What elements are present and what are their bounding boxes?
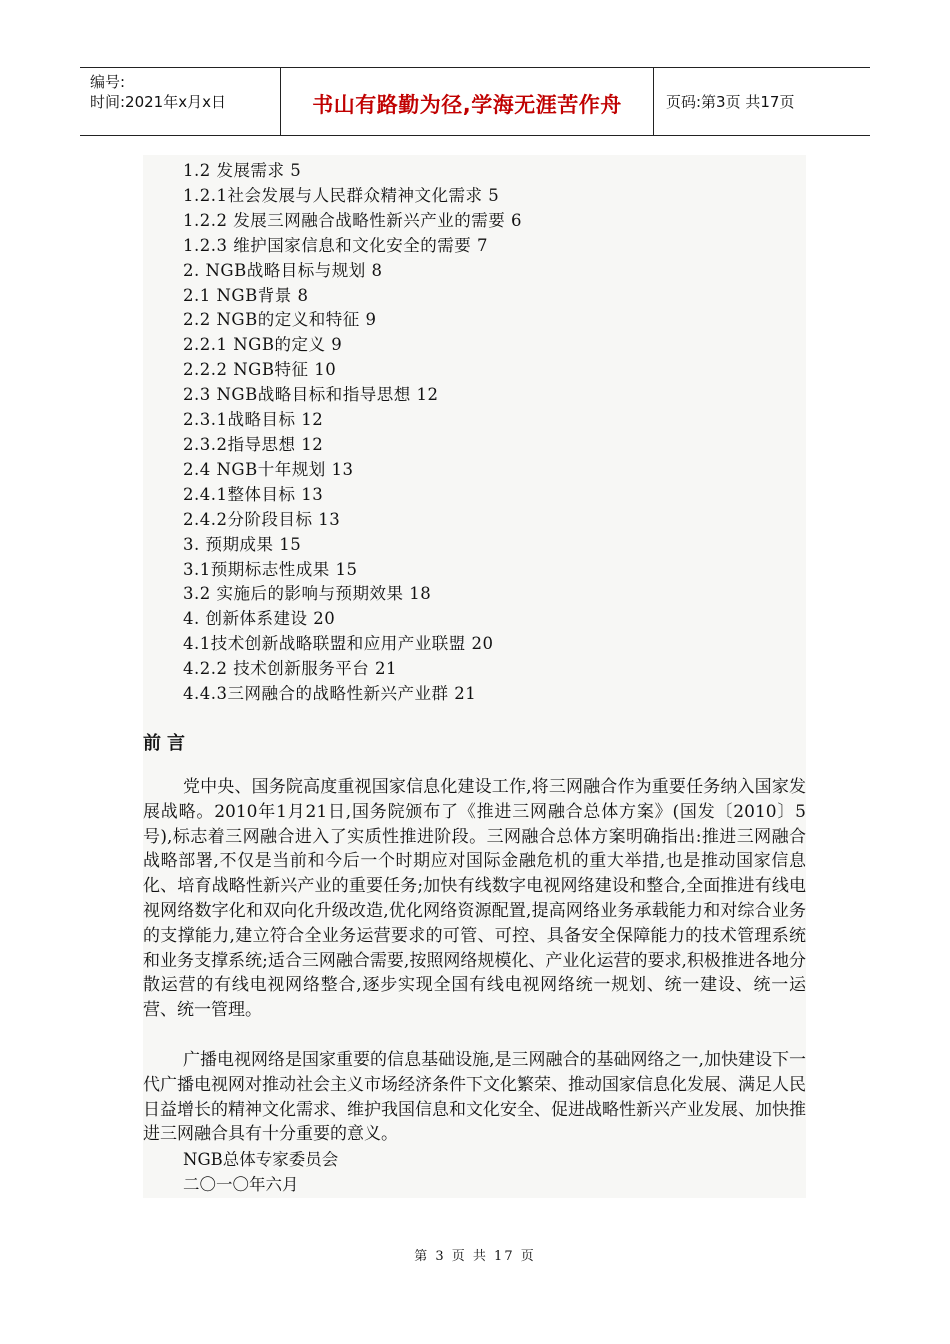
- table-of-contents: [183, 159, 522, 707]
- preface-date: 二〇一〇年六月: [183, 1175, 299, 1194]
- header-page-info: [654, 68, 870, 135]
- toc-entry: 2.4.2分阶段目标 13: [183, 509, 341, 529]
- toc-entry: 4. 创新体系建设 20: [183, 609, 336, 629]
- header-motto-cell: [281, 68, 654, 135]
- toc-entry: 2. NGB战略目标与规划 8: [183, 260, 383, 280]
- toc-entry: 2.3 NGB战略目标和指导思想 12: [183, 385, 439, 405]
- document-number-label: 编号:: [90, 73, 126, 91]
- toc-entry: 2.2.2 NGB特征 10: [183, 360, 337, 380]
- toc-entry: 3.1预期标志性成果 15: [183, 559, 358, 579]
- preface-signature: NGB总体专家委员会: [183, 1150, 339, 1169]
- toc-entry: 1.2.2 发展三网融合战略性新兴产业的需要 6: [183, 210, 522, 230]
- preface-paragraph-1: 党中央、国务院高度重视国家信息化建设工作,将三网融合作为重要任务纳入国家发展战略。2010年1月21日,国务院颁布了《推进三网融合总体方案》(国发〔2010〕5号),标志着三网融合进入了实质性推进阶段。三网融合总体方案明确指出:推进三网融合战略部署,不仅是当前和今后一个时期应对国际金融危机的重大举措,也是推动国家信息化、培育战略性新兴产业的重要任务;加快有线数字电视网络建设和整合,全面推进有线电视网络数字化和双向化升级改造,优化网络资源配置,提高网络业务承载能力和对综合业务的支撑能力,建立符合全业务运营要求的可管、可控、具备安全保障能力的技术管理系统和业务支撑系统;适合三网融合需要,按照网络规模化、产业化运营的要求,积极推进各地分散运营的有线电视网络整合,逐步实现全国有线电视网络统一规划、统一建设、统一运营、统一管理。: [143, 777, 806, 1021]
- toc-entry: 1.2 发展需求 5: [183, 161, 302, 180]
- toc-entry: 3. 预期成果 15: [183, 534, 302, 554]
- toc-entry: 2.1 NGB背景 8: [183, 285, 309, 305]
- toc-entry: 4.1技术创新战略联盟和应用产业联盟 20: [183, 634, 494, 654]
- document-body: [143, 155, 806, 1198]
- toc-entry: 2.3.2指导思想 12: [183, 434, 324, 454]
- toc-entry: 1.2.1社会发展与人民群众精神文化需求 5: [183, 185, 500, 205]
- preface-heading: 前言: [143, 733, 191, 754]
- document-time-label: 时间:2021年x月x日: [90, 93, 226, 111]
- toc-entry: 2.2.1 NGB的定义 9: [183, 335, 343, 355]
- header-page-number: 页码:第3页 共17页: [666, 93, 795, 111]
- page-header: [80, 67, 870, 136]
- toc-entry: 4.2.2 技术创新服务平台 21: [183, 659, 397, 679]
- toc-entry: 2.2 NGB的定义和特征 9: [183, 310, 377, 330]
- toc-entry: 2.4.1整体目标 13: [183, 484, 324, 504]
- toc-entry: 4.4.3三网融合的战略性新兴产业群 21: [183, 684, 477, 704]
- toc-entry: 3.2 实施后的影响与预期效果 18: [183, 584, 432, 604]
- page-footer: 第 3 页 共 17 页: [414, 1249, 536, 1264]
- header-motto: 书山有路勤为径,学海无涯苦作舟: [312, 92, 622, 117]
- toc-entry: 2.4 NGB十年规划 13: [183, 459, 354, 479]
- header-meta: [80, 68, 281, 135]
- toc-entry: 2.3.1战略目标 12: [183, 410, 324, 430]
- toc-entry: 1.2.3 维护国家信息和文化安全的需要 7: [183, 235, 488, 255]
- preface-paragraph-2: 广播电视网络是国家重要的信息基础设施,是三网融合的基础网络之一,加快建设下一代广播电视网对推动社会主义市场经济条件下文化繁荣、推动国家信息化发展、满足人民日益增长的精神文化需求、维护我国信息和文化安全、促进战略性新兴产业发展、加快推进三网融合具有十分重要的意义。: [143, 1050, 806, 1145]
